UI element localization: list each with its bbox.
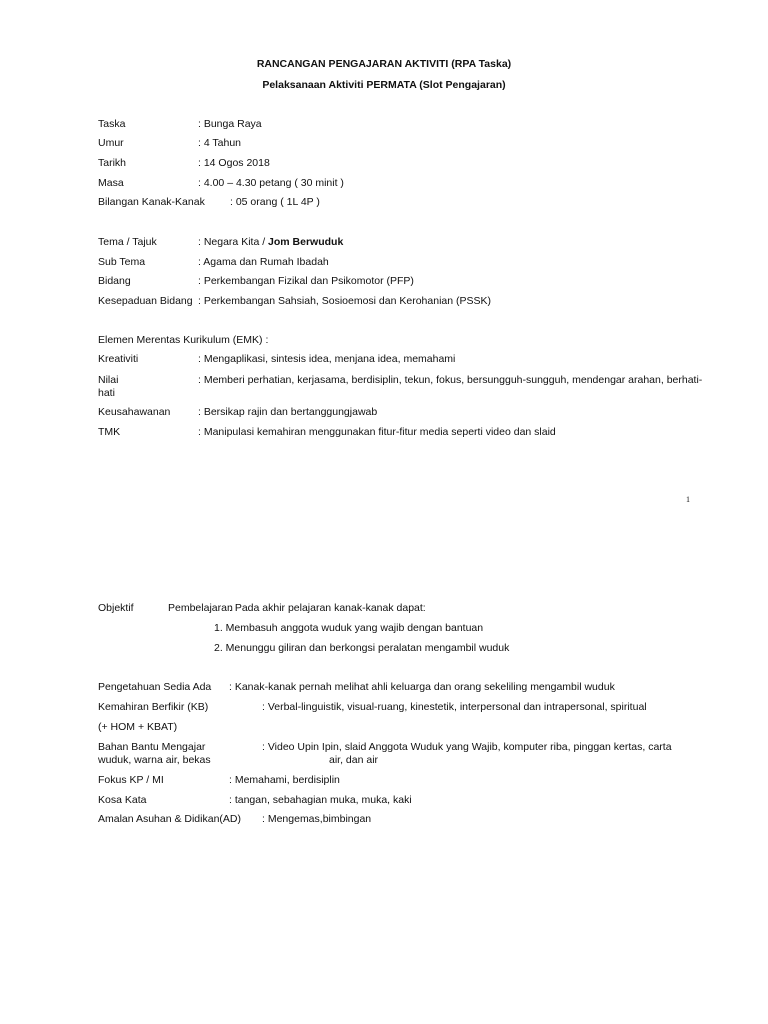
tarikh-value: : 14 Ogos 2018 bbox=[198, 157, 270, 169]
tema-value-text: : Negara Kita / bbox=[198, 236, 269, 248]
tema-label: Tema / Tajuk bbox=[98, 236, 157, 248]
pengetahuan-value: : Kanak-kanak pernah melihat ahli keluarga dan orang sekeliling mengambil wuduk bbox=[229, 681, 615, 693]
bahan-label: Bahan Bantu Mengajar bbox=[98, 741, 206, 753]
objektif-label: Objektif bbox=[98, 602, 134, 614]
kesepaduan-label: Kesepaduan Bidang bbox=[98, 295, 193, 307]
bidang-value: : Perkembangan Fizikal dan Psikomotor (PFP) bbox=[198, 275, 414, 287]
pengetahuan-label: Pengetahuan Sedia Ada bbox=[98, 681, 212, 693]
subtema-label: Sub Tema bbox=[98, 256, 146, 268]
masa-label: Masa bbox=[98, 177, 124, 189]
nilai-label: Nilai bbox=[98, 374, 119, 386]
objektif-item: 1. Membasuh anggota wuduk yang wajib dengan bantuan bbox=[214, 622, 484, 634]
umur-value: : 4 Tahun bbox=[198, 137, 242, 149]
tmk-label: TMK bbox=[98, 426, 121, 438]
fokus-label: Fokus KP / MI bbox=[98, 774, 164, 786]
bahan-value-cont: air, dan air bbox=[329, 754, 379, 766]
masa-value: : 4.00 – 4.30 petang ( 30 minit ) bbox=[198, 177, 344, 189]
objektif-item: 2. Menunggu giliran dan berkongsi peralatan mengambil wuduk bbox=[214, 642, 510, 654]
kreativiti-value: : Mengaplikasi, sintesis idea, menjana idea, memahami bbox=[198, 353, 456, 365]
nilai-label-cont: hati bbox=[98, 387, 115, 399]
kreativiti-label: Kreativiti bbox=[98, 353, 139, 365]
hom-label: (+ HOM + KBAT) bbox=[98, 721, 178, 733]
kesepaduan-value: : Perkembangan Sahsiah, Sosioemosi dan Kerohanian (PSSK) bbox=[198, 295, 492, 307]
kosa-label: Kosa Kata bbox=[98, 794, 147, 806]
nilai-value: : Memberi perhatian, kerjasama, berdisiplin, tekun, fokus, bersungguh-sungguh, mendengar arahan, berhati- bbox=[198, 374, 703, 386]
emk-heading: Elemen Merentas Kurikulum (EMK) : bbox=[98, 334, 269, 346]
page-number: 1 bbox=[686, 495, 690, 504]
bilangan-value: : 05 orang ( 1L 4P ) bbox=[230, 196, 320, 208]
subtema-value: : Agama dan Rumah Ibadah bbox=[198, 256, 329, 268]
umur-label: Umur bbox=[98, 137, 124, 149]
objektif-intro: : Pada akhir pelajaran kanak-kanak dapat: bbox=[229, 602, 426, 614]
amalan-label: Amalan Asuhan & Didikan(AD) bbox=[98, 813, 241, 825]
document-subtitle: Pelaksanaan Aktiviti PERMATA (Slot Pengajaran) bbox=[262, 79, 506, 91]
kb-label: Kemahiran Berfikir (KB) bbox=[98, 701, 209, 713]
bahan-value: : Video Upin Ipin, slaid Anggota Wuduk yang Wajib, komputer riba, pinggan kertas, carta bbox=[262, 741, 672, 753]
kb-value: : Verbal-linguistik, visual-ruang, kinestetik, interpersonal dan intrapersonal, spiritual bbox=[262, 701, 647, 713]
tmk-value: : Manipulasi kemahiran menggunakan fitur-fitur media seperti video dan slaid bbox=[198, 426, 556, 438]
document-title: RANCANGAN PENGAJARAN AKTIVITI (RPA Taska) bbox=[256, 58, 512, 70]
taska-label: Taska bbox=[98, 118, 126, 130]
tema-value-bold: Jom Berwuduk bbox=[268, 236, 344, 248]
objektif-sublabel: Pembelajaran bbox=[168, 602, 233, 614]
keusahawanan-label: Keusahawanan bbox=[98, 406, 171, 418]
kosa-value: : tangan, sebahagian muka, muka, kaki bbox=[229, 794, 412, 806]
keusahawanan-value: : Bersikap rajin dan bertanggungjawab bbox=[198, 406, 378, 418]
bilangan-label: Bilangan Kanak-Kanak bbox=[98, 196, 205, 208]
tema-value bbox=[198, 236, 343, 249]
taska-value: : Bunga Raya bbox=[198, 118, 262, 130]
fokus-value: : Memahami, berdisiplin bbox=[229, 774, 340, 786]
amalan-value: : Mengemas,bimbingan bbox=[262, 813, 372, 825]
tarikh-label: Tarikh bbox=[98, 157, 127, 169]
bahan-label-cont: wuduk, warna air, bekas bbox=[98, 754, 211, 766]
bidang-label: Bidang bbox=[98, 275, 131, 287]
